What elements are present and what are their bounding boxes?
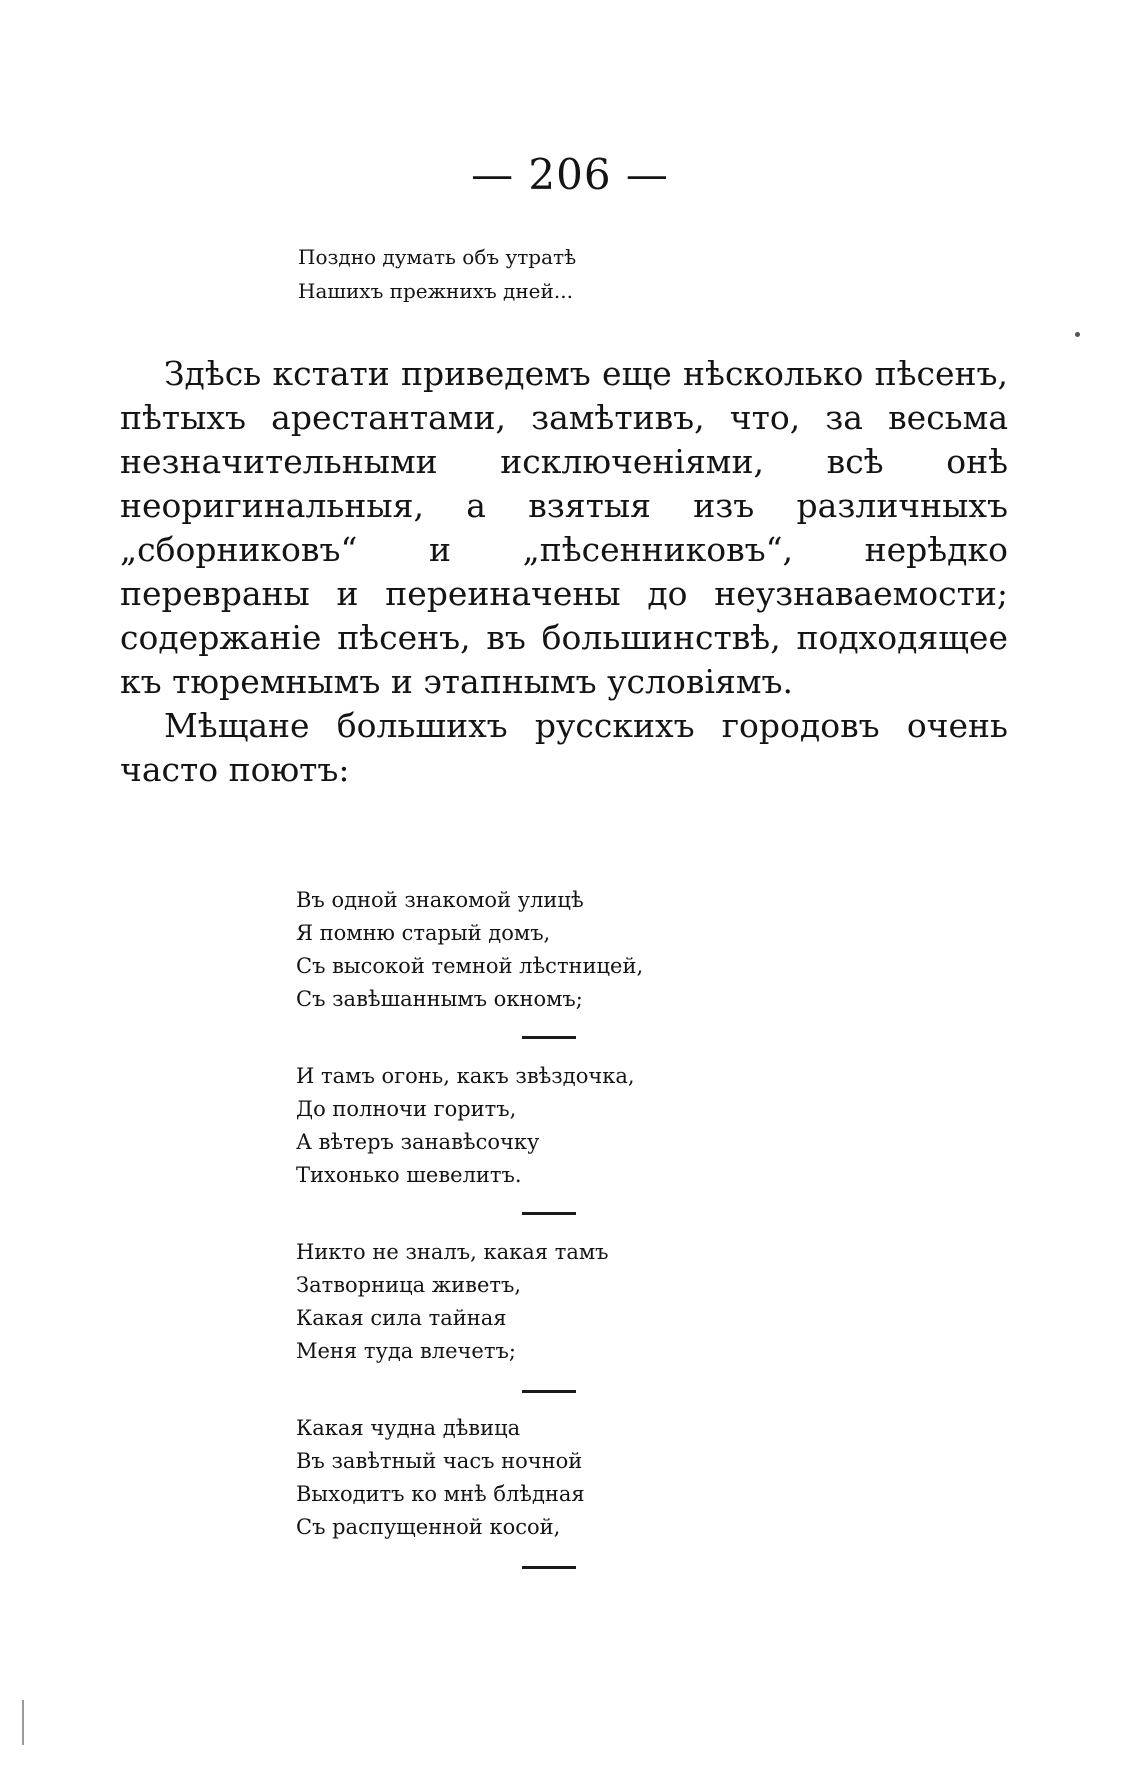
verse-line: И тамъ огонь, какъ звѣздочка, xyxy=(296,1064,635,1088)
verse-line: Тихонько шевелитъ. xyxy=(296,1163,522,1187)
print-speck xyxy=(1075,332,1080,337)
verse-line: А вѣтеръ занавѣсочку xyxy=(296,1130,540,1154)
paragraph: Здѣсь кстати приведемъ еще нѣсколько пѣсенъ, пѣтыхъ арестантами, замѣтивъ, что, за весьма незначительными исключеніями, всѣ онѣ неоригинальныя, а взятыя изъ различныхъ „сборниковъ“ и „пѣсенниковъ“, нерѣдко перевраны и переиначены до неузнаваемости; содержаніе пѣсенъ, въ большинствѣ, подходящее къ тюремнымъ и этапнымъ условіямъ. xyxy=(120,354,1008,701)
verse-stanza-2 xyxy=(296,1060,635,1192)
stanza-separator xyxy=(522,1566,576,1569)
stanza-separator xyxy=(522,1212,576,1215)
verse-line: Затворница живетъ, xyxy=(296,1273,522,1297)
prose-text xyxy=(120,352,1008,792)
verse-stanza-1 xyxy=(296,884,643,1016)
verse-line: До полночи горитъ, xyxy=(296,1097,517,1121)
verse-line: Съ высокой темной лѣстницей, xyxy=(296,954,644,978)
verse-line: Какая сила тайная xyxy=(296,1306,507,1330)
stanza-separator xyxy=(522,1036,576,1039)
verse-line: Какая чудна дѣвица xyxy=(296,1416,521,1440)
verse-line: Въ одной знакомой улицѣ xyxy=(296,888,584,912)
verse-stanza-3 xyxy=(296,1236,609,1368)
verse-line: Въ завѣтный часъ ночной xyxy=(296,1449,583,1473)
page-edge-mark xyxy=(22,1700,24,1745)
stanza-separator xyxy=(522,1390,576,1393)
epigraph-line: Поздно думать объ утратѣ xyxy=(298,245,577,269)
verse-line: Съ завѣшаннымъ окномъ; xyxy=(296,987,583,1011)
verse-line: Никто не зналъ, какая тамъ xyxy=(296,1240,609,1264)
verse-stanza-4 xyxy=(296,1412,585,1544)
verse-line: Меня туда влечетъ; xyxy=(296,1339,516,1363)
epigraph xyxy=(298,240,576,308)
epigraph-line: Нашихъ прежнихъ дней... xyxy=(298,279,573,303)
page-number: — 206 — xyxy=(471,150,669,199)
verse-line: Выходитъ ко мнѣ блѣдная xyxy=(296,1482,585,1506)
paragraph: Мѣщане большихъ русскихъ городовъ очень часто поютъ: xyxy=(120,706,1008,789)
verse-line: Я помню старый домъ, xyxy=(296,921,551,945)
verse-line: Съ распущенной косой, xyxy=(296,1515,561,1539)
